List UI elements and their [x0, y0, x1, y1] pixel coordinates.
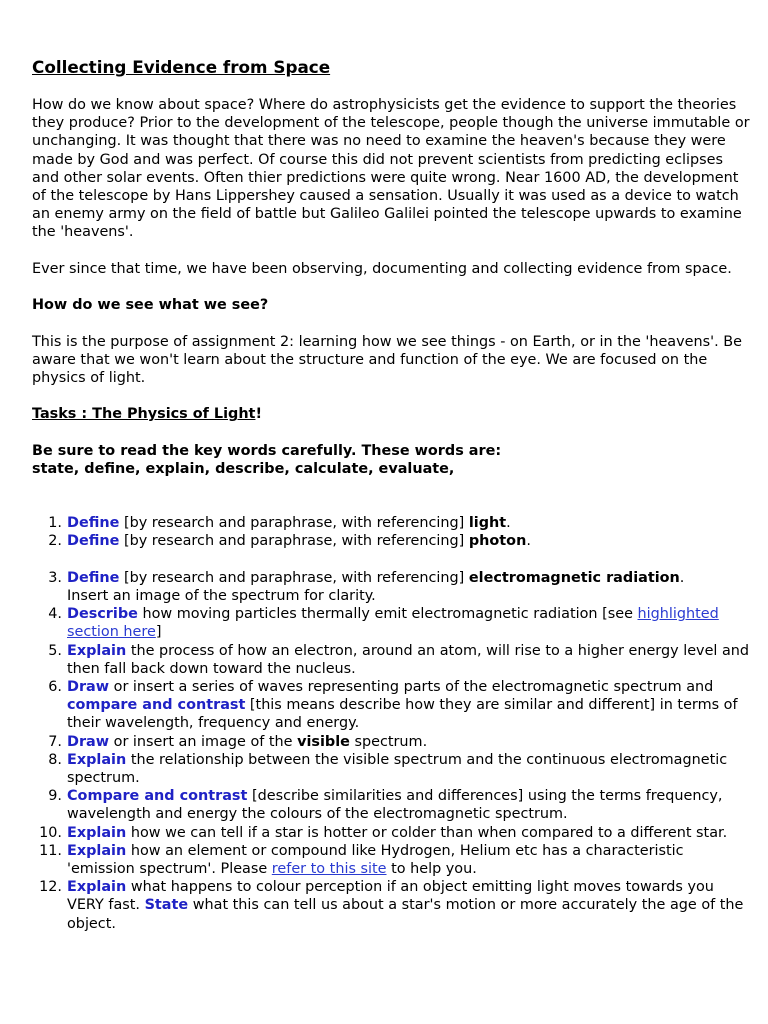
task-text: [by research and paraphrase, with referencing] [119, 569, 469, 586]
task-text-end: ] [155, 624, 162, 641]
task-text: how an element or compound like Hydrogen, Helium etc has a characteristic 'emission spectrum'. Please [67, 842, 684, 878]
task-text-end: . [526, 533, 531, 550]
task-text: or insert an image of the [109, 733, 298, 750]
task-item [32, 824, 754, 842]
page-title: Collecting Evidence from Space [32, 57, 331, 77]
task-text-end: spectrum. [349, 733, 428, 750]
task-number: 1. [48, 515, 62, 532]
task-verb: Explain [67, 751, 127, 768]
task-text: the relationship between the visible spectrum and the continuous electromagnetic spectrum. [67, 751, 728, 787]
task-term: electromagnetic radiation [468, 569, 680, 586]
task-text: [describe similarities and differences] using the terms frequency, wavelength and energy the colours of the electromagnetic spectrum. [67, 788, 723, 823]
task-verb: Explain [67, 642, 127, 659]
task-text-end: [this means describe how they are similar and different] in terms of their wavelength, frequency and energy. [67, 697, 738, 732]
task-text-end: . [506, 515, 511, 532]
task-number: 10. [39, 824, 62, 841]
task-item [32, 514, 754, 532]
keywords-note-line2: state, define, explain, describe, calculate, evaluate, [32, 460, 455, 477]
task-text: what happens to colour perception if an object emitting light moves towards you VERY fast. [67, 879, 714, 914]
task-item [32, 751, 754, 787]
task-item [32, 878, 754, 933]
task-text: the process of how an electron, around an atom, will rise to a higher energy level and then fall back down toward the nucleus. [67, 642, 750, 677]
task-verb-secondary: compare and contrast [67, 697, 246, 714]
task-number: 6. [48, 679, 62, 696]
task-list [32, 514, 754, 933]
task-text-end: . Insert an image of the spectrum for clarity. [67, 569, 685, 604]
refer-to-site-link[interactable]: refer to this site [271, 861, 387, 878]
task-item [32, 787, 754, 823]
task-item [32, 678, 754, 733]
task-text: how we can tell if a star is hotter or colder than when compared to a different star. [126, 824, 728, 841]
tasks-heading-suffix: ! [255, 406, 263, 423]
task-term: photon [468, 533, 527, 550]
keywords-note [32, 442, 754, 478]
task-verb: Compare and contrast [67, 788, 248, 805]
task-number: 11. [39, 842, 62, 859]
task-text-end: what this can tell us about a star's motion or more accurately the age of the object. [67, 897, 744, 932]
task-text: [by research and paraphrase, with referencing] [119, 533, 469, 550]
task-text-end: to help you. [386, 861, 477, 878]
highlighted-section-link[interactable]: highlighted section here [67, 606, 719, 641]
task-text: [by research and paraphrase, with referencing] [119, 515, 469, 532]
document-page [32, 56, 754, 933]
task-item [32, 733, 754, 751]
task-verb: Explain [67, 824, 127, 841]
task-number: 4. [48, 606, 62, 623]
task-number: 3. [48, 569, 62, 586]
task-term: visible [297, 733, 350, 750]
intro-paragraph: Ever since that time, we have been observing, documenting and collecting evidence from space. [32, 260, 732, 277]
intro-paragraph: How do we know about space? Where do astrophysicists get the evidence to support the theories they produce? Prior to the development of the telescope, people though the universe immutable or unchanging. It was thought that there was no need to examine the heaven's because they were made by God and was perfect. Of course this did not prevent scientists from predicting eclipses and other solar events. Often thier predictions were quite wrong. Near 1600 AD, the development of the telescope by Hans Lippershey caused a sensation. Usually it was used as a device to watch an enemy army on the field of battle but Galileo Galilei pointed the telescope upwards to examine the 'heavens'. [32, 97, 750, 241]
task-verb: Explain [67, 842, 127, 859]
task-verb-secondary: State [144, 897, 189, 914]
tasks-heading-text: Tasks : The Physics of Light [32, 406, 256, 423]
task-number: 2. [48, 533, 62, 550]
task-number: 12. [39, 879, 62, 896]
section-subheading: How do we see what we see? [32, 297, 269, 314]
task-number: 9. [48, 788, 62, 805]
task-verb: Draw [67, 733, 110, 750]
task-item [32, 605, 754, 641]
task-text: or insert a series of waves representing parts of the electromagnetic spectrum and [109, 679, 714, 696]
task-verb: Describe [67, 606, 138, 623]
task-item [32, 551, 754, 606]
task-text: how moving particles thermally emit electromagnetic radiation [see [137, 606, 638, 623]
task-item [32, 642, 754, 678]
task-verb: Draw [67, 679, 110, 696]
task-number: 5. [48, 642, 62, 659]
task-item [32, 532, 754, 550]
task-number: 8. [48, 751, 62, 768]
task-verb: Define [67, 533, 120, 550]
task-verb: Define [67, 515, 120, 532]
purpose-paragraph: This is the purpose of assignment 2: learning how we see things - on Earth, or in the 'heavens'. Be aware that we won't learn about the structure and function of the eye. We are focused on the physics of light. [32, 333, 742, 386]
task-term: light [468, 515, 507, 532]
keywords-note-line1: Be sure to read the key words carefully. These words are: [32, 442, 502, 459]
task-item [32, 842, 754, 878]
tasks-heading [32, 405, 754, 423]
task-verb: Define [67, 569, 120, 586]
task-number: 7. [48, 733, 62, 750]
task-verb: Explain [67, 879, 127, 896]
